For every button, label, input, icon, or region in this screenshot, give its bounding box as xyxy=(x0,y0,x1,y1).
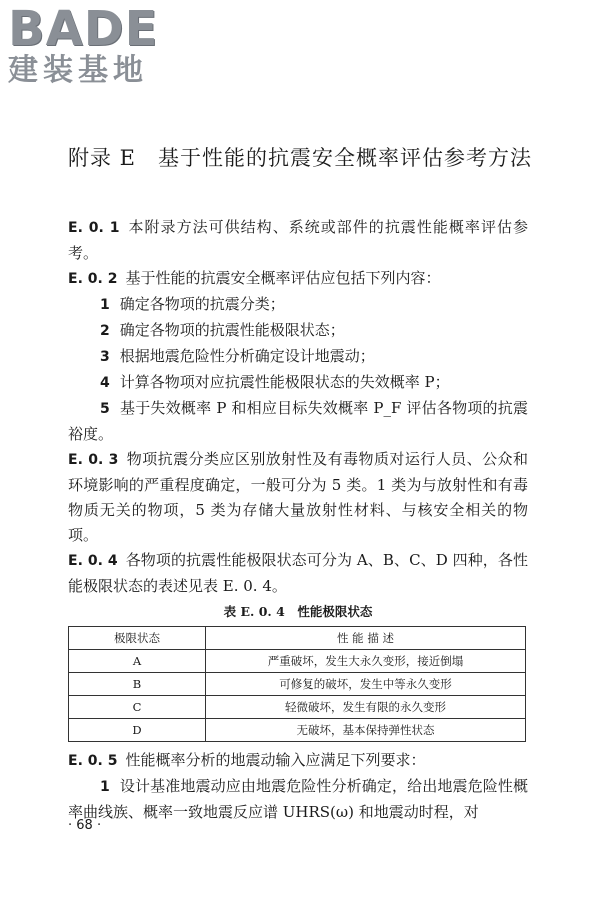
list-item xyxy=(68,292,528,318)
column-header: 极限状态 xyxy=(69,627,206,650)
table-cell: A xyxy=(69,650,206,673)
table-cell: 严重破坏，发生大永久变形，接近倒塌 xyxy=(206,650,526,673)
clause-text: 各物项的抗震性能极限状态可分为 A、B、C、D 四种，各性能极限状态的表述见表 E. 0. 4。 xyxy=(68,551,528,595)
table-row xyxy=(69,696,526,719)
clause-number: E. 0. 1 xyxy=(68,220,120,236)
item-number: 3 xyxy=(100,349,110,365)
item-text: 设计基准地震动应由地震危险性分析确定，给出地震危险性概率曲线族、概率一致地震反应谱 UHRS(ω) 和地震动时程，对 xyxy=(68,777,528,821)
list-item xyxy=(68,370,528,396)
item-text: 确定各物项的抗震性能极限状态； xyxy=(119,321,345,339)
logo-subtitle: 建装基地 xyxy=(8,53,148,88)
page-title: 附录 E 基于性能的抗震安全概率评估参考方法 xyxy=(67,146,532,170)
column-header: 性 能 描 述 xyxy=(206,627,526,650)
table-cell: 可修复的破坏，发生中等永久变形 xyxy=(206,673,526,696)
clause-number: E. 0. 4 xyxy=(68,553,118,569)
document-body xyxy=(68,215,528,825)
item-number: 5 xyxy=(100,401,110,417)
list-item xyxy=(68,318,528,344)
table-cell: 无破坏，基本保持弹性状态 xyxy=(206,719,526,742)
clause-text: 物项抗震分类应区别放射性及有毒物质对运行人员、公众和环境影响的严重程度确定，一般可分为 5 类。1 类为与放射性和有毒物质无关的物项，5 类为存储大量放射性材料、与核安全相关的物项。 xyxy=(68,450,528,544)
clause-e05 xyxy=(68,748,528,774)
table-cell: 轻微破坏，发生有限的永久变形 xyxy=(206,696,526,719)
item-text: 确定各物项的抗震分类； xyxy=(119,295,285,313)
list-item xyxy=(68,396,528,447)
table-cell: B xyxy=(69,673,206,696)
logo-text: BADE xyxy=(8,1,159,57)
item-number: 2 xyxy=(100,323,110,339)
table-header-row xyxy=(69,627,526,650)
clause-e04 xyxy=(68,548,528,599)
brand-logo xyxy=(8,1,178,88)
item-text: 基于失效概率 P 和相应目标失效概率 P_F 评估各物项的抗震裕度。 xyxy=(68,399,528,443)
clause-e03 xyxy=(68,447,528,548)
table-caption: 表 E. 0. 4 性能极限状态 xyxy=(223,604,373,619)
limit-state-table xyxy=(68,626,526,742)
clause-number: E. 0. 5 xyxy=(68,753,118,769)
clause-e01 xyxy=(68,215,528,266)
page-number: · 68 · xyxy=(68,818,102,833)
item-text: 根据地震危险性分析确定设计地震动； xyxy=(119,347,375,365)
table-cell: D xyxy=(69,719,206,742)
item-number: 1 xyxy=(100,779,110,795)
item-number: 1 xyxy=(100,297,110,313)
clause-text: 本附录方法可供结构、系统或部件的抗震性能概率评估参考。 xyxy=(68,218,528,262)
list-item xyxy=(68,774,528,825)
table-row xyxy=(69,719,526,742)
table-cell: C xyxy=(69,696,206,719)
item-number: 4 xyxy=(100,375,110,391)
table-row xyxy=(69,673,526,696)
clause-text: 基于性能的抗震安全概率评估应包括下列内容： xyxy=(125,269,441,287)
clause-e02 xyxy=(68,266,528,292)
clause-number: E. 0. 2 xyxy=(68,271,118,287)
clause-number: E. 0. 3 xyxy=(68,452,119,468)
clause-text: 性能概率分析的地震动输入应满足下列要求： xyxy=(125,751,426,769)
list-item xyxy=(68,344,528,370)
item-text: 计算各物项对应抗震性能极限状态的失效概率 P； xyxy=(119,373,450,391)
table-row xyxy=(69,650,526,673)
